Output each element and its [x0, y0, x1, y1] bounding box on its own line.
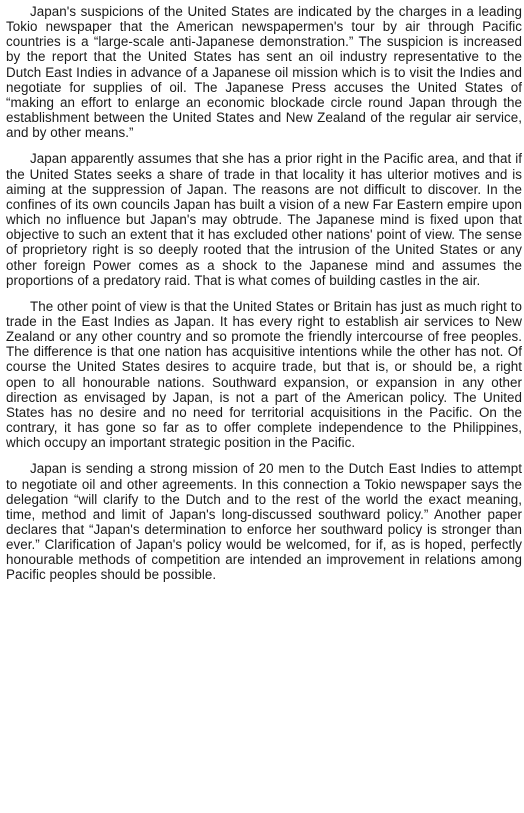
paragraph-dutch-east-indies-mission: Japan is sending a strong mission of 20 men to the Dutch East Indies to attempt to negotiate oil and other agreements. In this connection a Tokio newspaper says the delegation “will clarify to the Dutch and to the rest of the world the exact meaning, time, method and limit of Japan's long-discussed southward policy.” Another paper declares that “Japan's determination to enforce her southward policy is stronger than ever.” Clarification of Japan's policy would be welcomed, for if, as is hoped, perfectly honourable methods of competition are intended an improvement in relations among Pacific peoples should be possible. [6, 461, 522, 583]
paragraph-other-point-of-view: The other point of view is that the United States or Britain has just as much right to trade in the East Indies as Japan. It has every right to establish air services to New Zealand or any other country and so promote the friendly intercourse of free peoples. The difference is that one nation has acquisitive intentions while the other has not. Of course the United States desires to acquire trade, but that is, or should be, a right open to all honourable nations. Southward expansion, or expansion in any other direction as envisaged by Japan, is not a part of the American policy. The United States has no desire and no need for territorial acquisitions in the Pacific. On the contrary, it has gone so far as to offer complete independence to the Philippines, which occupy an important strategic position in the Pacific. [6, 298, 522, 451]
article-body [6, 4, 522, 583]
paragraph-japan-suspicions: Japan's suspicions of the United States are indicated by the charges in a leading Tokio newspaper that the American newspapermen's tour by air through Pacific countries is a “large-scale anti-Japanese demonstration.” The suspicion is increased by the report that the United States has sent an oil industry representative to the Dutch East Indies in advance of a Japanese oil mission which is to visit the Indies and negotiate for supplies of oil. The Japanese Press accuses the United States of “making an effort to enlarge an economic blockade circle round Japan through the establishment between the United States and New Zealand of the regular air service, and by other means.” [6, 4, 522, 141]
paragraph-prior-right: Japan apparently assumes that she has a prior right in the Pacific area, and that if the United States seeks a share of trade in that locality it has ulterior motives and is aiming at the suppression of Japan. The reasons are not difficult to discover. In the confines of its own councils Japan has built a vision of a new Far Eastern empire upon which no influence but Japan's may obtrude. The Japanese mind is fixed upon that objective to such an extent that it has excluded other nations' point of view. The sense of proprietory right is so deeply rooted that the intrusion of the United States or any other foreign Power comes as a shock to the Japanese mind and assumes the proportions of a predatory raid. That is what comes of building castles in the air. [6, 151, 522, 288]
